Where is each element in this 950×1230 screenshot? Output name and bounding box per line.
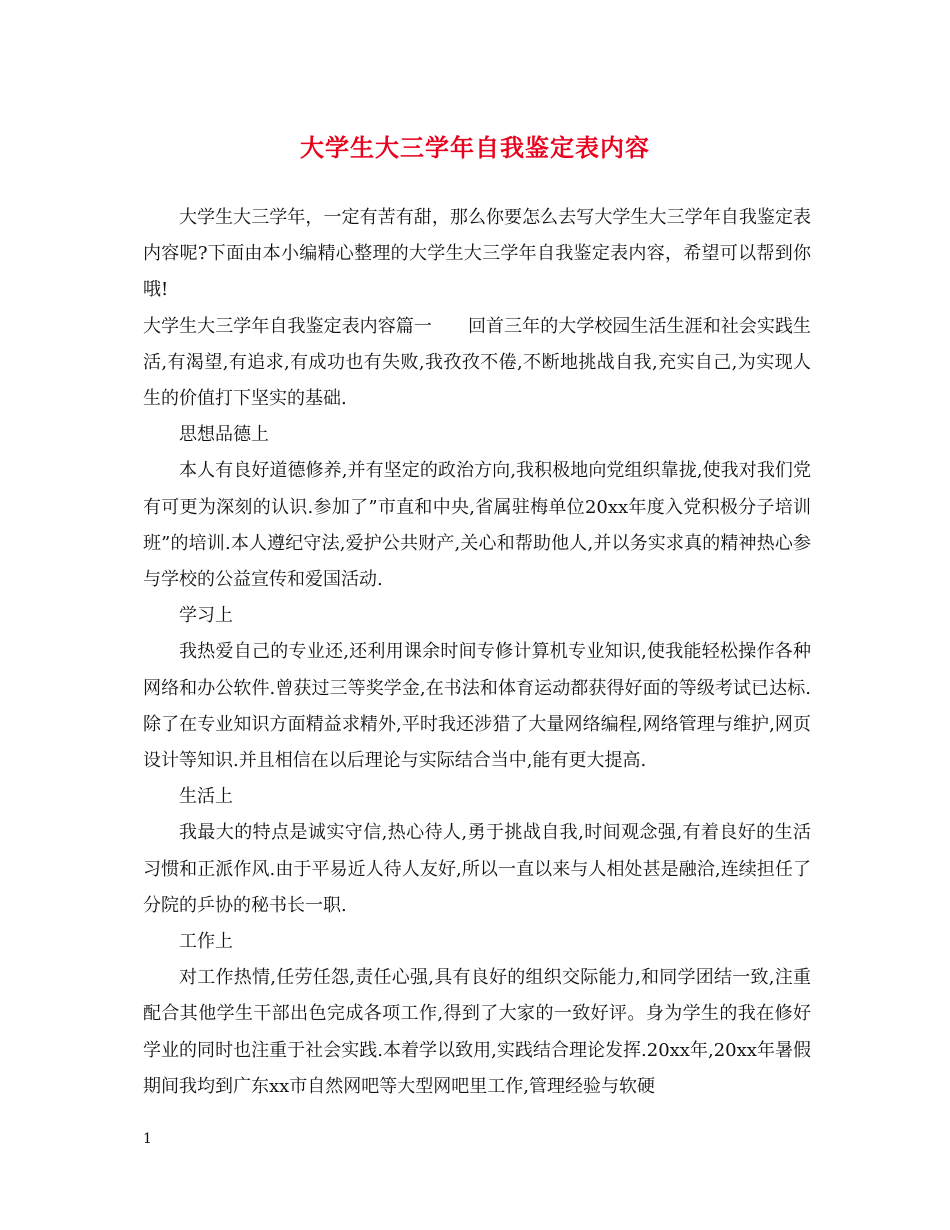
- heading-work: 工作上: [179, 931, 233, 953]
- document-title: 大学生大三学年自我鉴定表内容: [300, 133, 650, 162]
- page-number: 1: [143, 1131, 152, 1147]
- heading-study: 学习上: [179, 605, 233, 627]
- paragraph-life: 我最大的特点是诚实守信,热心待人,勇于挑战自我,时间观念强,有着良好的生活习惯和正派作风.由于平易近人待人友好,所以一直以来与人相处甚是融洽,连续担任了分院的乒协的秘书长一职.: [143, 822, 811, 916]
- paragraph-ideology: 本人有良好道德修养,并有坚定的政治方向,我积极地向党组织靠拢,使我对我们党有可更为深刻的认识.参加了”市直和中央,省属驻梅单位20xx年度入党积极分子培训班”的培训.本人遵纪守法,爱护公共财产,关心和帮助他人,并以务实求真的精神热心参与学校的公益宣传和爱国活动.: [143, 460, 811, 591]
- heading-life: 生活上: [179, 786, 233, 808]
- section-paragraph: [143, 309, 811, 418]
- intro-paragraph: 大学生大三学年，一定有苦有甜，那么你要怎么去写大学生大三学年自我鉴定表内容呢?下面由本小编精心整理的大学生大三学年自我鉴定表内容，希望可以帮到你哦!: [143, 207, 811, 301]
- section-text: 回首三年的大学校园生活生涯和社会实践生活,有渴望,有追求,有成功也有失败,我孜孜不倦,不断地挑战自我,充实自己,为实现人生的价值打下坚实的基础.: [143, 315, 812, 410]
- paragraph-study: 我热爱自己的专业还,还利用课余时间专修计算机专业知识,使我能轻松操作各种网络和办公软件.曾获过三等奖学金,在书法和体育运动都获得好面的等级考试已达标.除了在专业知识方面精益求精外,平时我还涉猎了大量网络编程,网络管理与维护,网页设计等知识.并且相信在以后理论与实际结合当中,能有更大提高.: [143, 641, 811, 772]
- heading-ideology: 思想品德上: [179, 424, 269, 446]
- section-label: 大学生大三学年自我鉴定表内容篇一: [143, 315, 432, 337]
- paragraph-work: 对工作热情,任劳任怨,责任心强,具有良好的组织交际能力,和同学团结一致,注重配合其他学生干部出色完成各项工作,得到了大家的一致好评。身为学生的我在修好学业的同时也注重于社会实践.本着学以致用,实践结合理论发挥.20xx年,20xx年暑假期间我均到广东xx市自然网吧等大型网吧里工作,管理经验与软硬: [143, 967, 811, 1097]
- document-body: [143, 200, 811, 1105]
